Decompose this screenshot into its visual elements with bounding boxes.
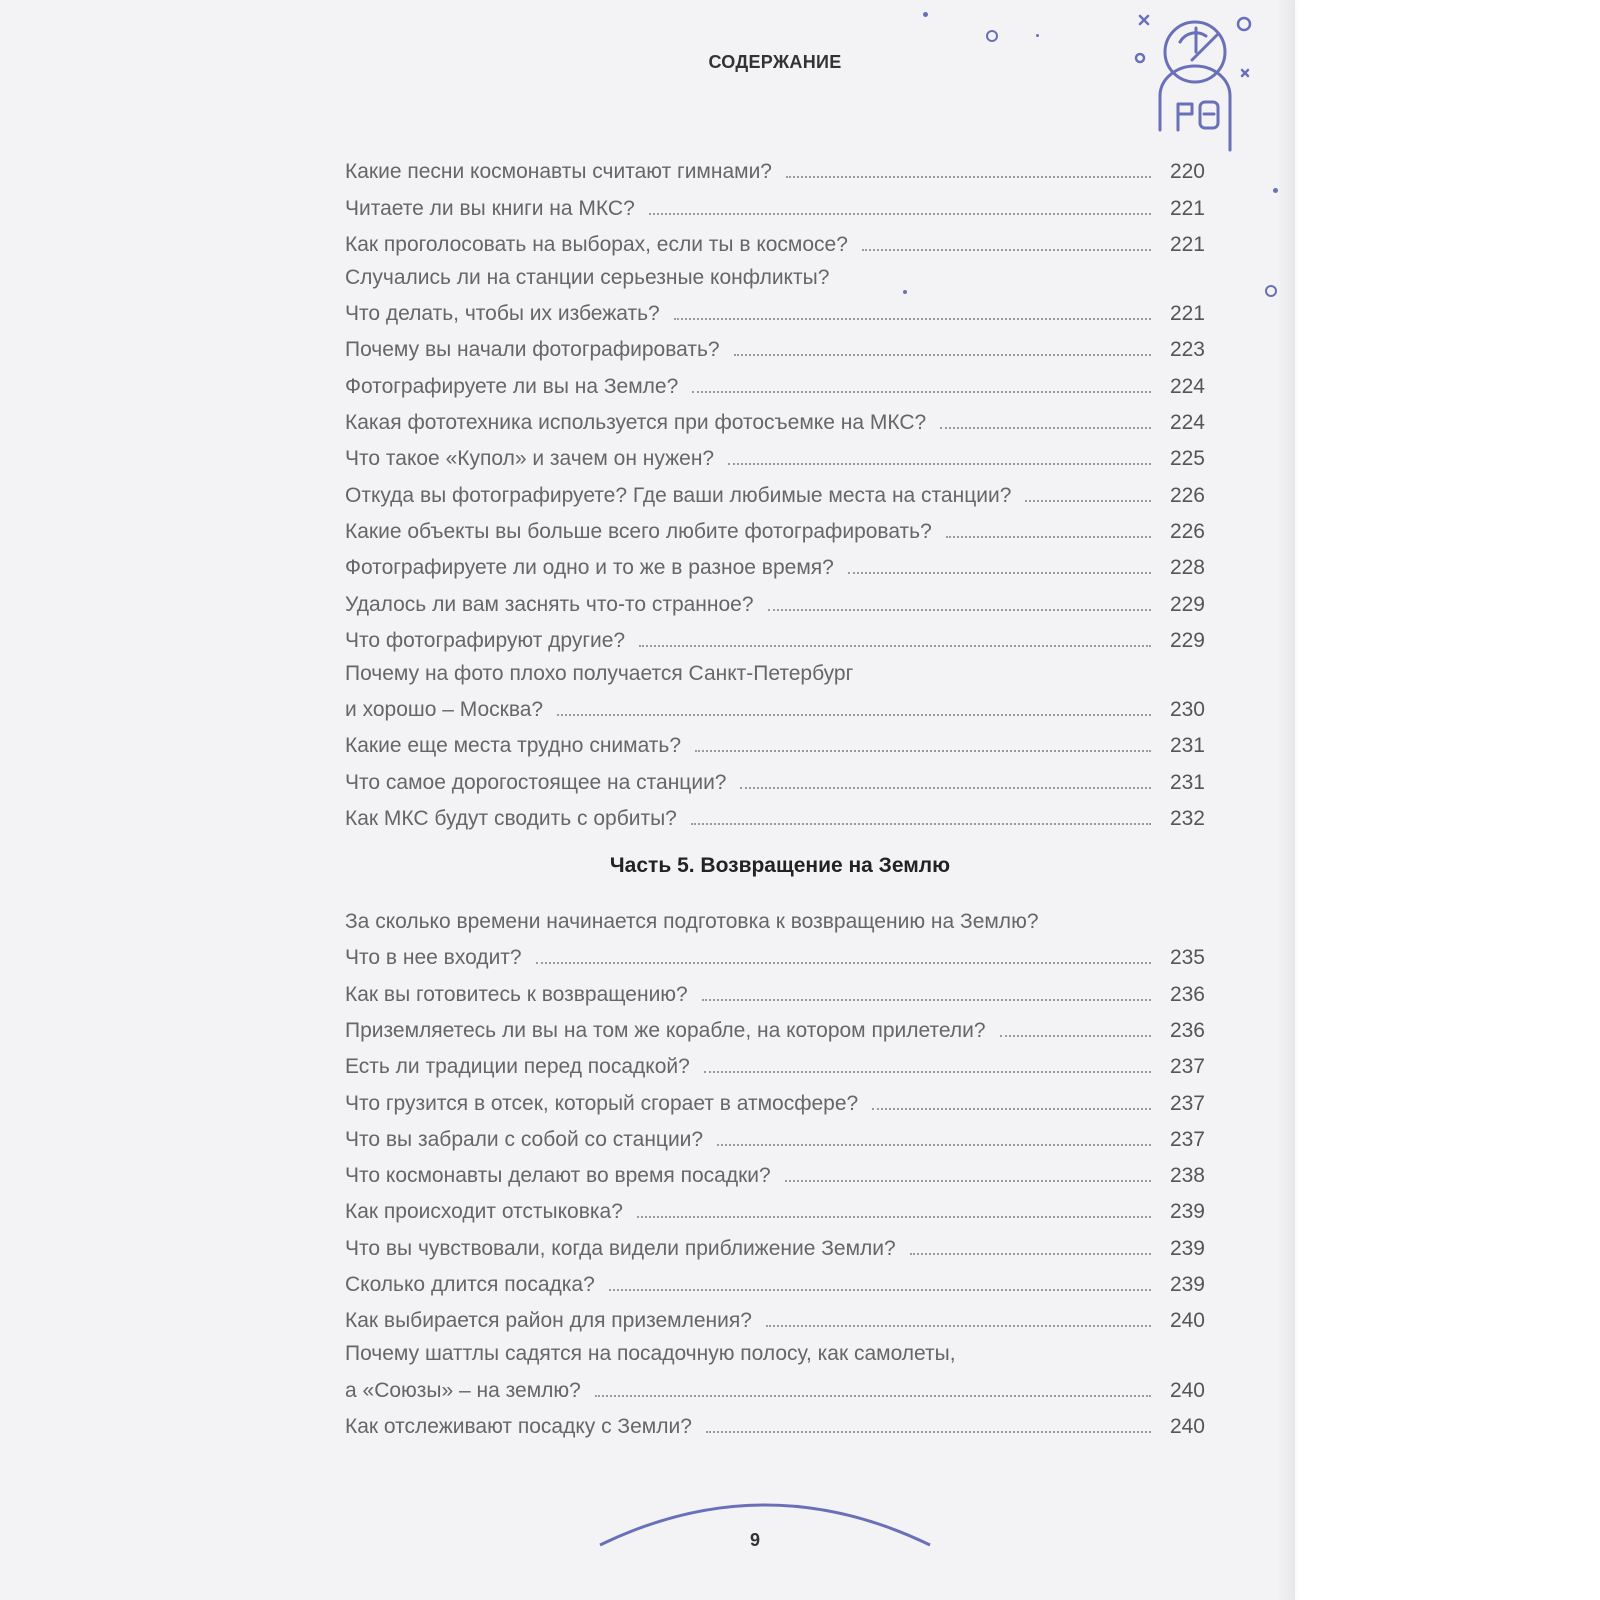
toc-entry (345, 184, 1205, 220)
star-dot-decoration (1273, 188, 1278, 193)
dot-leader (717, 1144, 1151, 1146)
page-arc-decoration (595, 1490, 935, 1550)
toc-entry-title: Как происходит отстыковка? (345, 1200, 623, 1224)
toc-entry-title: Как МКС будут сводить с орбиты? (345, 807, 677, 831)
page-number: 9 (750, 1530, 761, 1550)
dot-leader (728, 463, 1151, 465)
toc-entry-title: Что грузится в отсек, который сгорает в атмосфере? (345, 1091, 859, 1115)
dot-leader (766, 1325, 1151, 1327)
toc-page-number: 221 (1169, 302, 1205, 326)
dot-leader (595, 1395, 1151, 1397)
toc-entry (345, 970, 1205, 1006)
toc-entry-title: Удалось ли вам заснять что-то странное? (345, 592, 754, 616)
toc-entry-title: Фотографируете ли вы на Земле? (345, 374, 679, 398)
dot-leader (557, 714, 1151, 716)
dot-leader (649, 213, 1151, 215)
toc-page-number: 232 (1169, 807, 1205, 831)
toc-entry (345, 1188, 1205, 1224)
toc-page-number: 238 (1169, 1164, 1205, 1188)
toc-entry-title: Что фотографируют другие? (345, 628, 626, 652)
toc-entry-title: а «Союзы» – на землю? (345, 1378, 581, 1402)
dot-leader (768, 609, 1151, 611)
toc-entry (345, 934, 1205, 970)
toc-entry (345, 362, 1205, 398)
dot-leader (940, 427, 1151, 429)
toc-entry-title: Сколько длится посадка? (345, 1273, 595, 1297)
toc-page-number: 229 (1169, 628, 1205, 652)
dot-leader (609, 1289, 1151, 1291)
toc-entry (345, 1043, 1205, 1079)
dot-leader (872, 1108, 1151, 1110)
toc-entry (345, 399, 1205, 435)
toc-page-number: 225 (1169, 447, 1205, 471)
toc-part5-list (345, 901, 1205, 1439)
toc-entry (345, 653, 1205, 686)
toc-entry (345, 290, 1205, 326)
toc-entry-title: Почему на фото плохо получается Санкт-Петербург (345, 661, 854, 685)
toc-page-number: 237 (1169, 1091, 1205, 1115)
toc-page-number: 240 (1169, 1309, 1205, 1333)
toc-entry (345, 758, 1205, 794)
dot-leader (704, 1071, 1151, 1073)
toc-entry-title: Какая фототехника используется при фотосъемке на МКС? (345, 411, 927, 435)
toc-entry-title: и хорошо – Москва? (345, 698, 544, 722)
toc-entry-title: Что в нее входит? (345, 946, 522, 970)
toc-entry (345, 722, 1205, 758)
dot-leader (706, 1431, 1151, 1433)
toc-part4-list (345, 148, 1205, 831)
toc-page-number: 237 (1169, 1127, 1205, 1151)
toc-page-number: 220 (1169, 160, 1205, 184)
toc-page-number: 236 (1169, 982, 1205, 1006)
toc-entry-title: Какие песни космонавты считают гимнами? (345, 160, 772, 184)
toc-entry (345, 580, 1205, 616)
toc-page-number: 235 (1169, 946, 1205, 970)
toc-entry (345, 471, 1205, 507)
toc-entry (345, 617, 1205, 653)
toc-entry (345, 1403, 1205, 1439)
toc-page-number: 226 (1169, 519, 1205, 543)
toc-entry-title: Что вы забрали с собой со станции? (345, 1127, 704, 1151)
toc-page-number: 237 (1169, 1055, 1205, 1079)
toc-entry-title: Читаете ли вы книги на МКС? (345, 196, 635, 220)
toc-entry (345, 1261, 1205, 1297)
dot-leader (692, 391, 1151, 393)
toc-page-number: 221 (1169, 196, 1205, 220)
toc-entry (345, 1366, 1205, 1402)
star-ring-decoration (1265, 285, 1277, 297)
toc-entry-title: Что вы чувствовали, когда видели приближение Земли? (345, 1236, 896, 1260)
star-ring-decoration (986, 30, 998, 42)
dot-leader (637, 1216, 1151, 1218)
dot-leader (734, 354, 1151, 356)
astronaut-icon (1120, 0, 1290, 170)
table-of-contents (345, 148, 1205, 1439)
toc-entry (345, 1116, 1205, 1152)
toc-entry (345, 901, 1205, 934)
toc-entry (345, 1152, 1205, 1188)
toc-entry (345, 257, 1205, 290)
toc-entry-title: Как вы готовитесь к возвращению? (345, 982, 688, 1006)
toc-page-number: 221 (1169, 232, 1205, 256)
toc-page-number: 224 (1169, 411, 1205, 435)
dot-leader (674, 318, 1151, 320)
toc-entry-title: Откуда вы фотографируете? Где ваши любимые места на станции? (345, 483, 1012, 507)
section-heading: Часть 5. Возвращение на Землю (609, 854, 951, 878)
toc-entry (345, 686, 1205, 722)
dot-leader (702, 999, 1151, 1001)
dot-leader (1025, 500, 1151, 502)
toc-entry (345, 1079, 1205, 1115)
toc-entry-title: Что делать, чтобы их избежать? (345, 302, 660, 326)
toc-entry (345, 148, 1205, 184)
toc-entry (345, 435, 1205, 471)
toc-entry-title: Приземляетесь ли вы на том же корабле, на котором прилетели? (345, 1018, 986, 1042)
toc-page-number: 239 (1169, 1200, 1205, 1224)
toc-entry-title: Почему вы начали фотографировать? (345, 338, 720, 362)
toc-entry-title: Почему шаттлы садятся на посадочную полосу, как самолеты, (345, 1342, 956, 1366)
toc-entry (345, 326, 1205, 362)
star-dot-decoration (1036, 34, 1039, 37)
toc-entry-title: Какие еще места трудно снимать? (345, 734, 682, 758)
dot-leader (691, 823, 1151, 825)
dot-leader (785, 1180, 1151, 1182)
toc-entry-title: Фотографируете ли одно и то же в разное время? (345, 556, 834, 580)
toc-page-number: 231 (1169, 770, 1205, 794)
dot-leader (695, 750, 1151, 752)
toc-page-number: 224 (1169, 374, 1205, 398)
toc-entry (345, 1297, 1205, 1333)
toc-entry (345, 508, 1205, 544)
dot-leader (536, 962, 1151, 964)
toc-entry-title: Как отслеживают посадку с Земли? (345, 1414, 692, 1438)
toc-entry (345, 544, 1205, 580)
toc-page-number: 236 (1169, 1018, 1205, 1042)
toc-entry (345, 1007, 1205, 1043)
toc-page-number: 239 (1169, 1236, 1205, 1260)
toc-entry-title: Какие объекты вы больше всего любите фотографировать? (345, 519, 932, 543)
toc-page-number: 240 (1169, 1414, 1205, 1438)
dot-leader (740, 787, 1151, 789)
toc-entry-title: Что самое дорогостоящее на станции? (345, 770, 727, 794)
toc-entry-title: Есть ли традиции перед посадкой? (345, 1055, 690, 1079)
star-dot-decoration (923, 12, 928, 17)
dot-leader (946, 536, 1151, 538)
dot-leader (848, 572, 1151, 574)
toc-entry-title: Что космонавты делают во время посадки? (345, 1164, 771, 1188)
toc-entry-title: Что такое «Купол» и зачем он нужен? (345, 447, 715, 471)
dot-leader (862, 249, 1151, 251)
dot-leader (639, 645, 1151, 647)
toc-page-number: 226 (1169, 483, 1205, 507)
dot-leader (910, 1253, 1151, 1255)
toc-page-number: 230 (1169, 698, 1205, 722)
toc-entry-title: Как выбирается район для приземления? (345, 1309, 752, 1333)
toc-entry-title: За сколько времени начинается подготовка к возвращению на Землю? (345, 910, 1039, 934)
dot-leader (1000, 1035, 1152, 1037)
toc-page-number: 228 (1169, 556, 1205, 580)
toc-entry (345, 221, 1205, 257)
dot-leader (786, 176, 1151, 178)
page-title: СОДЕРЖАНИЕ (708, 52, 842, 72)
toc-page-number: 231 (1169, 734, 1205, 758)
toc-entry-title: Случались ли на станции серьезные конфликты? (345, 265, 830, 289)
toc-entry (345, 1333, 1205, 1366)
toc-entry-title: Как проголосовать на выборах, если ты в космосе? (345, 232, 848, 256)
toc-page-number: 239 (1169, 1273, 1205, 1297)
toc-page-number: 240 (1169, 1378, 1205, 1402)
toc-entry (345, 1224, 1205, 1260)
toc-page-number: 229 (1169, 592, 1205, 616)
toc-page-number: 223 (1169, 338, 1205, 362)
toc-entry (345, 795, 1205, 831)
